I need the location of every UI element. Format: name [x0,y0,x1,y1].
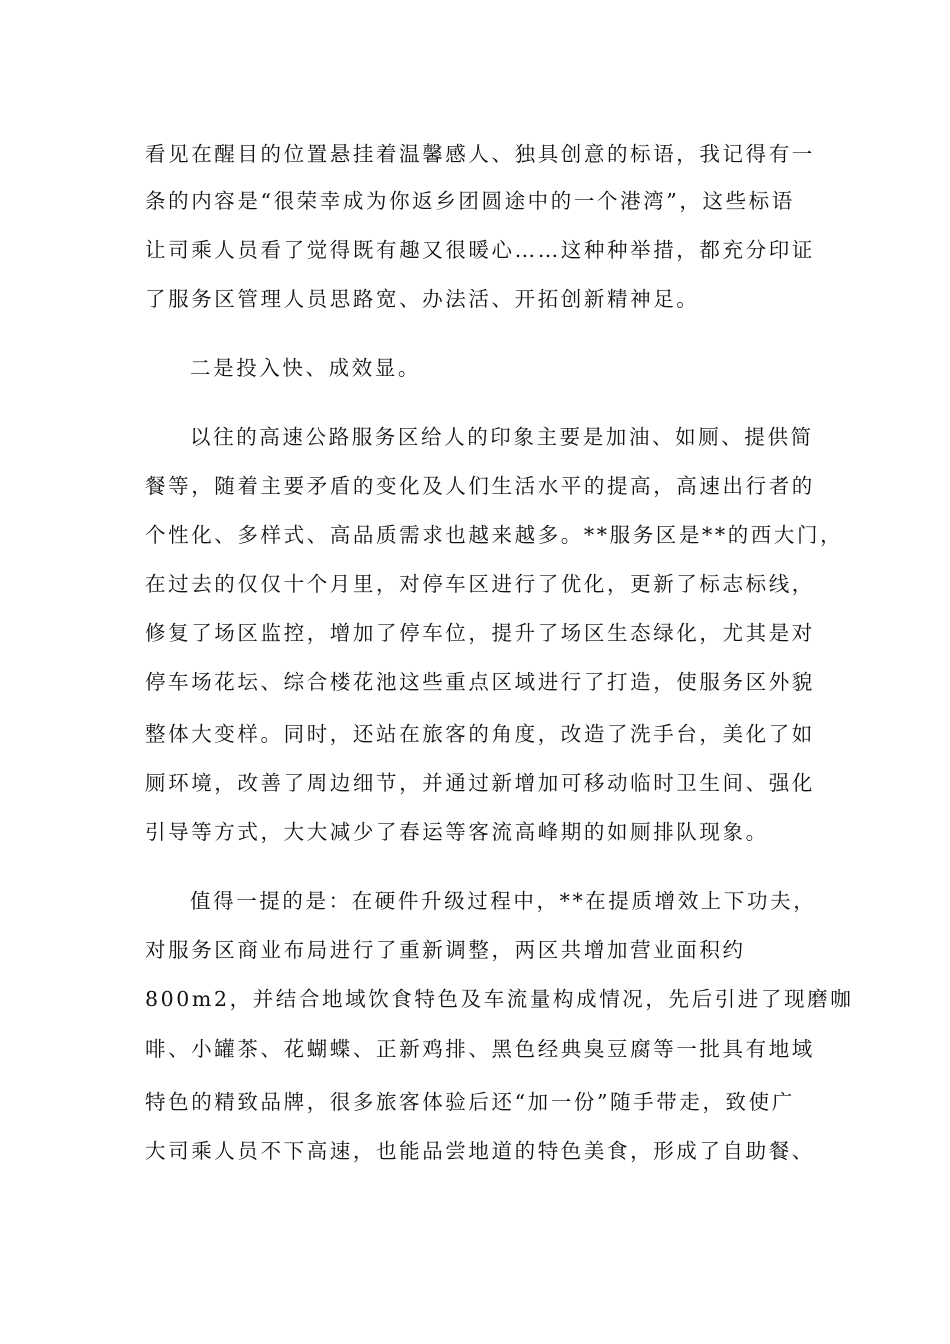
p4-line-4: 啡、小罐茶、花蝴蝶、正新鸡排、黑色经典臭豆腐等一批具有地域 [145,1037,815,1061]
p2-line-1: 二是投入快、成效显。 [190,356,421,380]
p3-line-4: 在过去的仅仅十个月里，对停车区进行了优化，更新了标志标线， [145,572,815,596]
p4-line-1: 值得一提的是：在硬件升级过程中，**在提质增效上下功夫， [190,889,817,913]
p4-line-2: 对服务区商业布局进行了重新调整，两区共增加营业面积约 [145,938,746,962]
p1-line-4: 了服务区管理人员思路宽、办法活、开拓创新精神足。 [145,287,700,311]
p3-line-6: 停车场花坛、综合楼花池这些重点区域进行了打造，使服务区外貌 [145,670,815,694]
p3-line-1: 以往的高速公路服务区给人的印象主要是加油、如厕、提供简 [190,425,814,449]
p1-line-2: 条的内容是“很荣幸成为你返乡团圆途中的一个港湾”，这些标语 [145,189,795,213]
p1-line-1: 看见在醒目的位置悬挂着温馨感人、独具创意的标语，我记得有一 [145,142,815,166]
p3-line-8: 厕环境，改善了周边细节，并通过新增加可移动临时卫生间、强化 [145,771,815,795]
p3-line-2: 餐等，随着主要矛盾的变化及人们生活水平的提高，高速出行者的 [145,474,815,498]
p3-line-9: 引导等方式，大大减少了春运等客流高峰期的如厕排队现象。 [145,820,769,844]
p4-line-5: 特色的精致品牌，很多旅客体验后还“加一份”随手带走，致使广 [145,1090,795,1114]
p1-line-3: 让司乘人员看了觉得既有趣又很暖心……这种种举措，都充分印证 [145,238,815,262]
p3-line-7: 整体大变样。同时，还站在旅客的角度，改造了洗手台，美化了如 [145,722,815,746]
p4-line-6: 大司乘人员不下高速，也能品尝地道的特色美食，形成了自助餐、 [145,1139,815,1163]
p3-line-5: 修复了场区监控，增加了停车位，提升了场区生态绿化，尤其是对 [145,621,815,645]
p3-line-3: 个性化、多样式、高品质需求也越来越多。**服务区是**的西大门， [145,523,844,547]
p4-line-3: 800m2，并结合地域饮食特色及车流量构成情况，先后引进了现磨咖 [145,987,854,1011]
